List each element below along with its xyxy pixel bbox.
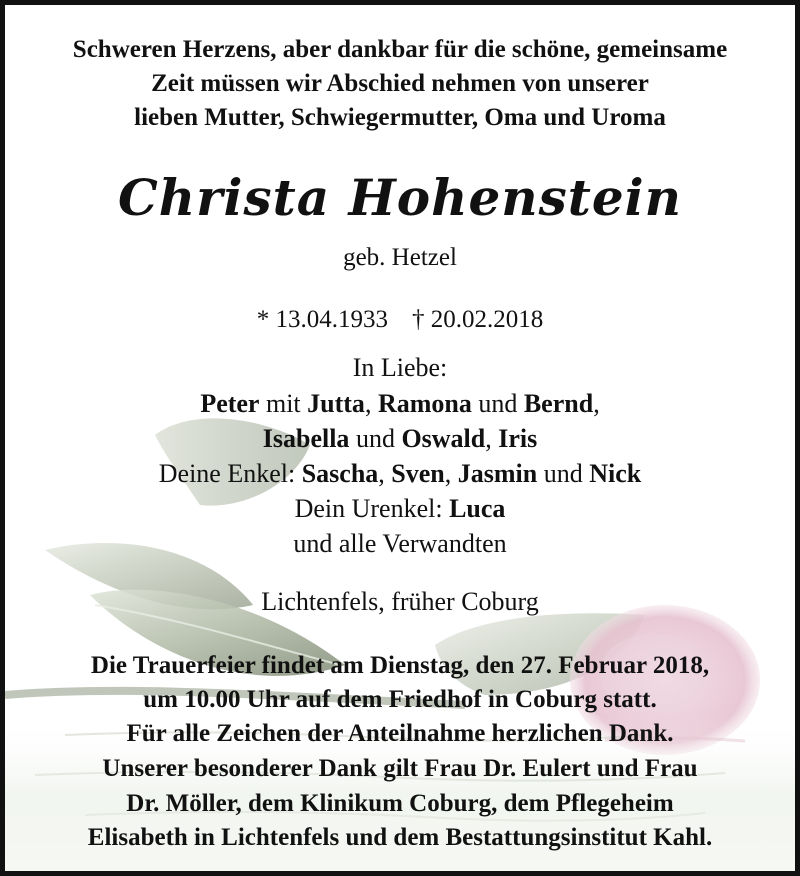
footer-line-2: um 10.00 Uhr auf dem Friedhof in Coburg statt. <box>143 686 657 713</box>
grandchildren-label: Deine Enkel: <box>158 459 302 488</box>
connector-text: , <box>364 389 378 418</box>
intro-line-2: Zeit müssen wir Abschied nehmen von unserer <box>151 70 649 97</box>
connector-text: , <box>485 424 499 453</box>
family-name: Sascha <box>301 459 379 488</box>
connector-text: und <box>537 459 590 488</box>
family-name: Jasmin <box>457 459 538 488</box>
family-name: Peter <box>200 389 260 418</box>
maiden-name: geb. Hetzel <box>343 244 457 271</box>
love-heading: In Liebe: <box>352 353 448 382</box>
intro-line-1: Schweren Herzens, aber dankbar für die schöne, gemeinsame <box>72 36 728 63</box>
location: Lichtenfels, früher Coburg <box>261 587 539 616</box>
family-line-grandchildren <box>5 461 795 487</box>
family-name: Sven <box>391 459 445 488</box>
intro-line-3: lieben Mutter, Schwiegermutter, Oma und Uroma <box>134 104 666 131</box>
family-name: Nick <box>589 459 642 488</box>
death-date: † 20.02.2018 <box>412 306 544 333</box>
family-name: Oswald <box>401 424 486 453</box>
footer-line-5: Dr. Möller, dem Klinikum Coburg, dem Pflegeheim <box>126 790 674 817</box>
family-line-1 <box>5 391 795 417</box>
connector-text: , <box>593 389 600 418</box>
family-name: Iris <box>498 424 538 453</box>
connector-text: mit <box>259 389 308 418</box>
connector-text: und <box>349 424 402 453</box>
great-grandchild-label: Dein Urenkel: <box>294 494 450 523</box>
family-name: Luca <box>449 494 506 523</box>
family-name: Isabella <box>262 424 350 453</box>
family-name: Ramona <box>377 389 472 418</box>
footer-line-3: Für alle Zeichen der Anteilnahme herzlichen Dank. <box>126 720 674 747</box>
footer-line-1: Die Trauerfeier findet am Dienstag, den 27. Februar 2018, <box>90 652 710 679</box>
connector-text: und <box>471 389 524 418</box>
family-name: Jutta <box>307 389 365 418</box>
life-dates <box>5 307 795 332</box>
family-name: Bernd <box>523 389 594 418</box>
family-line-relatives: und alle Verwandten <box>293 529 507 558</box>
connector-text: , <box>378 459 392 488</box>
birth-date: * 13.04.1933 <box>256 306 388 333</box>
footer-line-6: Elisabeth in Lichtenfels und dem Bestattungsinstitut Kahl. <box>87 824 713 851</box>
footer-line-4: Unserer besonderer Dank gilt Frau Dr. Eulert und Frau <box>102 755 698 782</box>
family-line-2 <box>5 426 795 452</box>
deceased-name: Christa Hohenstein <box>117 168 683 227</box>
connector-text: , <box>444 459 458 488</box>
family-line-great-grandchild <box>5 496 795 522</box>
